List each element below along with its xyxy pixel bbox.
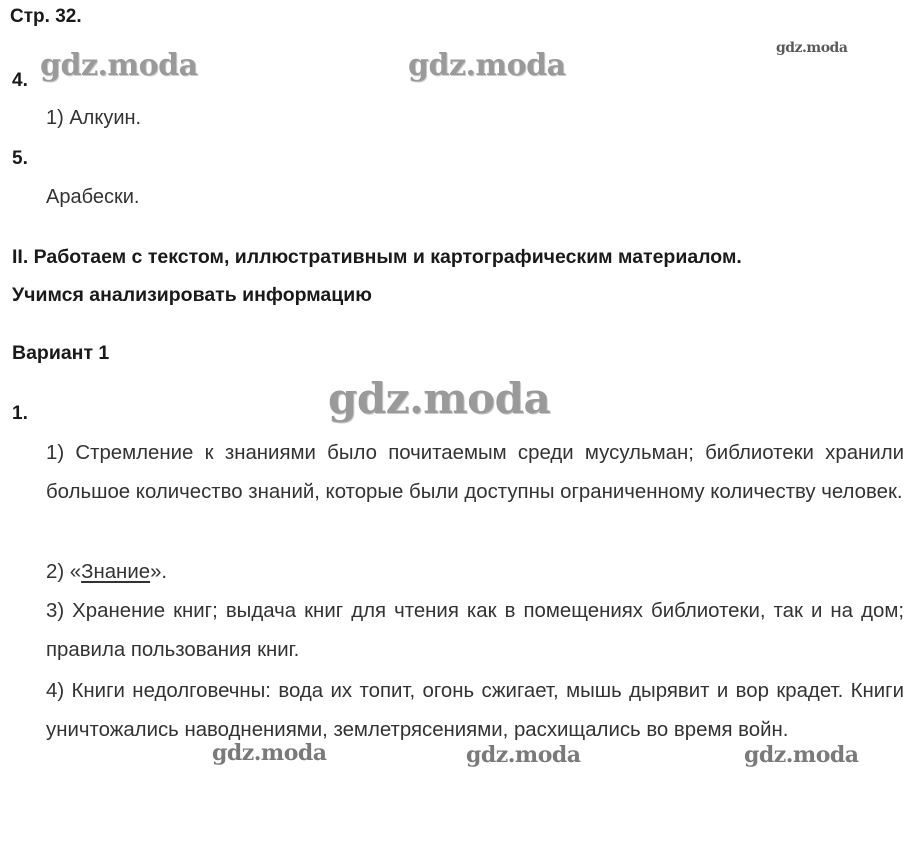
answer-paragraph xyxy=(46,553,904,592)
variant-heading: Вариант 1 xyxy=(12,342,110,364)
task-number: 4. xyxy=(12,70,28,91)
watermark-logo: gdz.moda xyxy=(328,374,551,423)
answer-paragraph: 1) Стремление к знаниями было почитаемым среди мусульман; библиотеки хранили большое количество знаний, которые были доступны ограниченному количеству человек. xyxy=(46,442,904,503)
answer-text: ». xyxy=(150,561,168,583)
watermark-logo: gdz.moda xyxy=(40,48,198,83)
task-number: 5. xyxy=(12,148,28,169)
watermark-logo: gdz.moda xyxy=(408,48,566,83)
watermark-logo: gdz.moda xyxy=(776,40,848,56)
task-number: 1. xyxy=(12,403,28,424)
answer-paragraph: 4) Книги недолговечны: вода их топит, огонь сжигает, мышь дырявит и вор крадет. Книги уничтожались наводнениями, землетрясениями, расхищались во время войн. xyxy=(46,680,904,741)
watermark-logo: gdz.moda xyxy=(466,742,581,768)
task-answer: 1) Алкуин. xyxy=(46,107,142,129)
task-answer: Арабески. xyxy=(46,186,140,208)
section-subtitle: Учимся анализировать информацию xyxy=(12,284,372,306)
section-title: II. Работаем с текстом, иллюстративным и картографическим материалом. xyxy=(12,246,742,268)
answer-paragraph: 3) Хранение книг; выдача книг для чтения как в помещениях библиотеки, так и на дом; правила пользования книг. xyxy=(46,600,904,661)
answer-text: 2) « xyxy=(46,561,82,583)
watermark-logo: gdz.moda xyxy=(744,742,859,768)
page-number-heading: Стр. 32. xyxy=(10,6,82,27)
watermark-logo: gdz.moda xyxy=(212,740,327,766)
underlined-answer: Знание xyxy=(81,561,151,583)
